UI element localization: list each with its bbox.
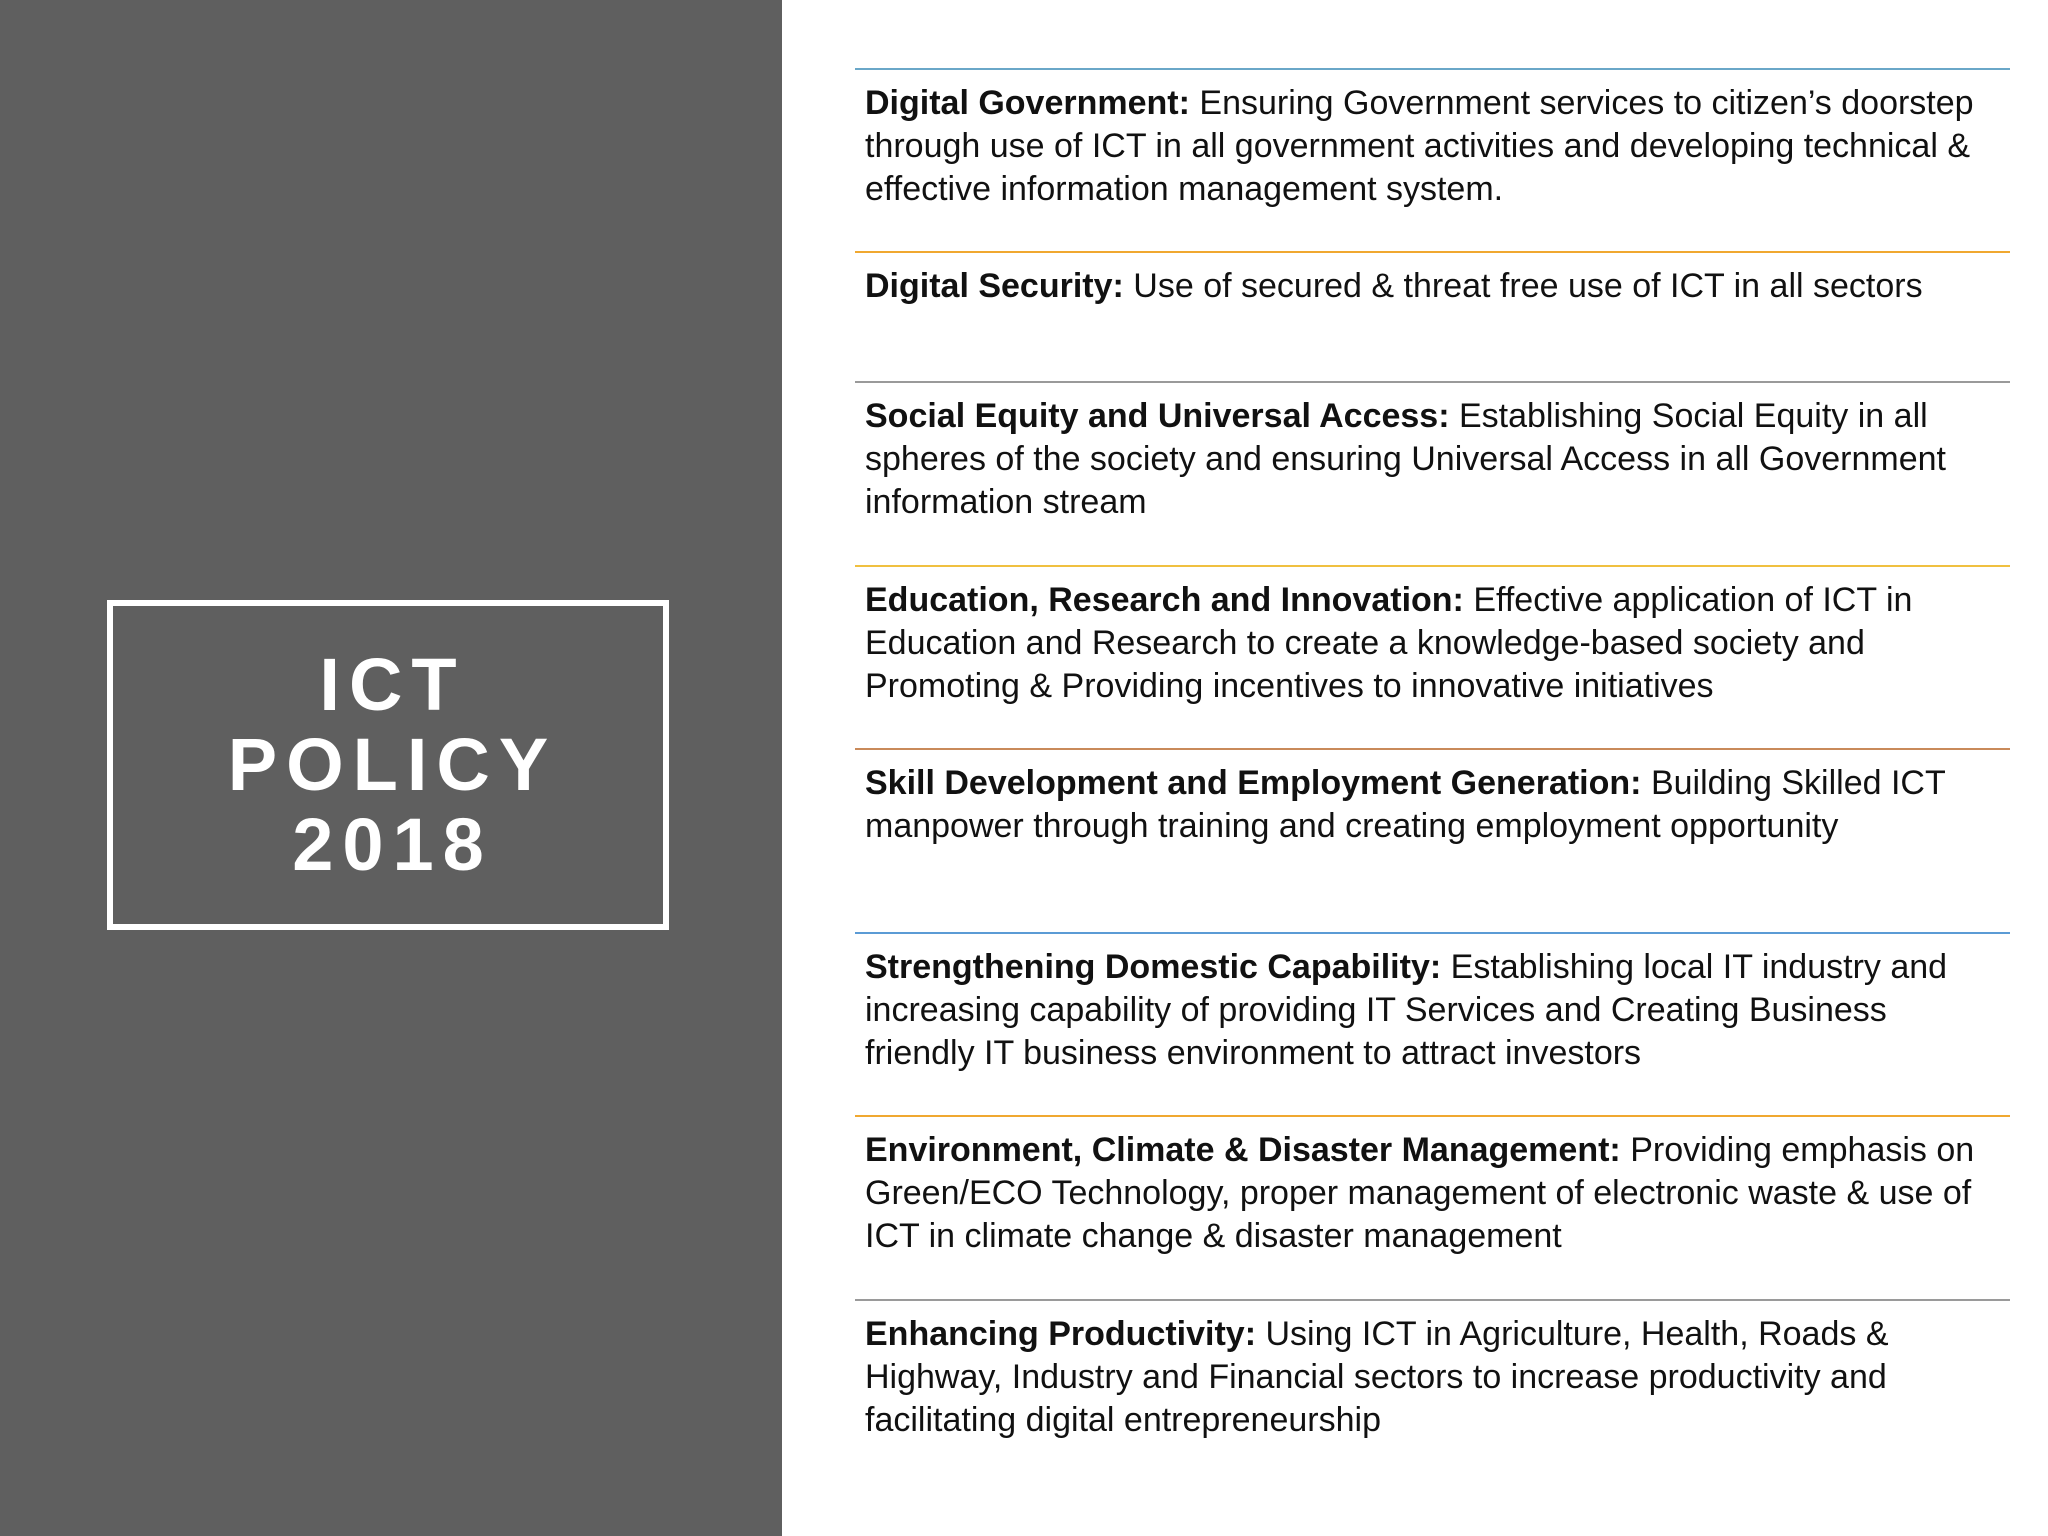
policy-item-text: Building Skilled ICT manpower through training and creating employment opportunity	[865, 764, 1946, 845]
title-box	[107, 600, 669, 930]
policy-item-title: Digital Government:	[865, 84, 1190, 122]
title-line-1: ICT	[319, 643, 466, 726]
title-line-2: POLICY	[227, 723, 558, 806]
title-line-3: 2018	[292, 803, 493, 886]
policy-item-enhancing-productivity	[855, 1299, 2010, 1442]
policy-item-title: Enhancing Productivity:	[865, 1315, 1257, 1353]
policy-item-text: Effective application of ICT in Education and Research to create a knowledge-based society and Promoting & Providing incentives to innovative initiatives	[865, 581, 1913, 705]
policy-item-text: Providing emphasis on Green/ECO Technology, proper management of electronic waste & use of ICT in climate change & disaster management	[865, 1131, 1975, 1255]
policy-item-title: Skill Development and Employment Generation:	[865, 764, 1642, 802]
policy-item-title: Social Equity and Universal Access:	[865, 397, 1450, 435]
policy-item-title: Environment, Climate & Disaster Management:	[865, 1131, 1621, 1169]
policy-item-text: Ensuring Government services to citizen’s doorstep through use of ICT in all government activities and developing technical & effective information management system.	[865, 84, 1974, 208]
policy-item-education-research	[855, 565, 2010, 708]
policy-item-text: Establishing local IT industry and increasing capability of providing IT Services and Creating Business friendly IT business environment to attract investors	[865, 948, 1948, 1072]
left-panel	[0, 0, 782, 1536]
policy-item-title: Education, Research and Innovation:	[865, 581, 1464, 619]
policy-item-text: Use of secured & threat free use of ICT in all sectors	[1133, 267, 1923, 305]
policy-item-title: Digital Security:	[865, 267, 1124, 305]
policy-item-digital-security	[855, 251, 2010, 308]
policy-item-environment-climate	[855, 1115, 2010, 1258]
policy-item-digital-government	[855, 68, 2010, 211]
policy-item-text: Using ICT in Agriculture, Health, Roads & Highway, Industry and Financial sectors to increase productivity and facilitating digital entrepreneurship	[865, 1315, 1889, 1439]
policy-item-title: Strengthening Domestic Capability:	[865, 948, 1442, 986]
policy-item-skill-development	[855, 748, 2010, 848]
policy-item-text: Establishing Social Equity in all spheres of the society and ensuring Universal Access in all Government information stream	[865, 397, 1946, 521]
policy-item-social-equity	[855, 381, 2010, 524]
policy-item-domestic-capability	[855, 932, 2010, 1075]
